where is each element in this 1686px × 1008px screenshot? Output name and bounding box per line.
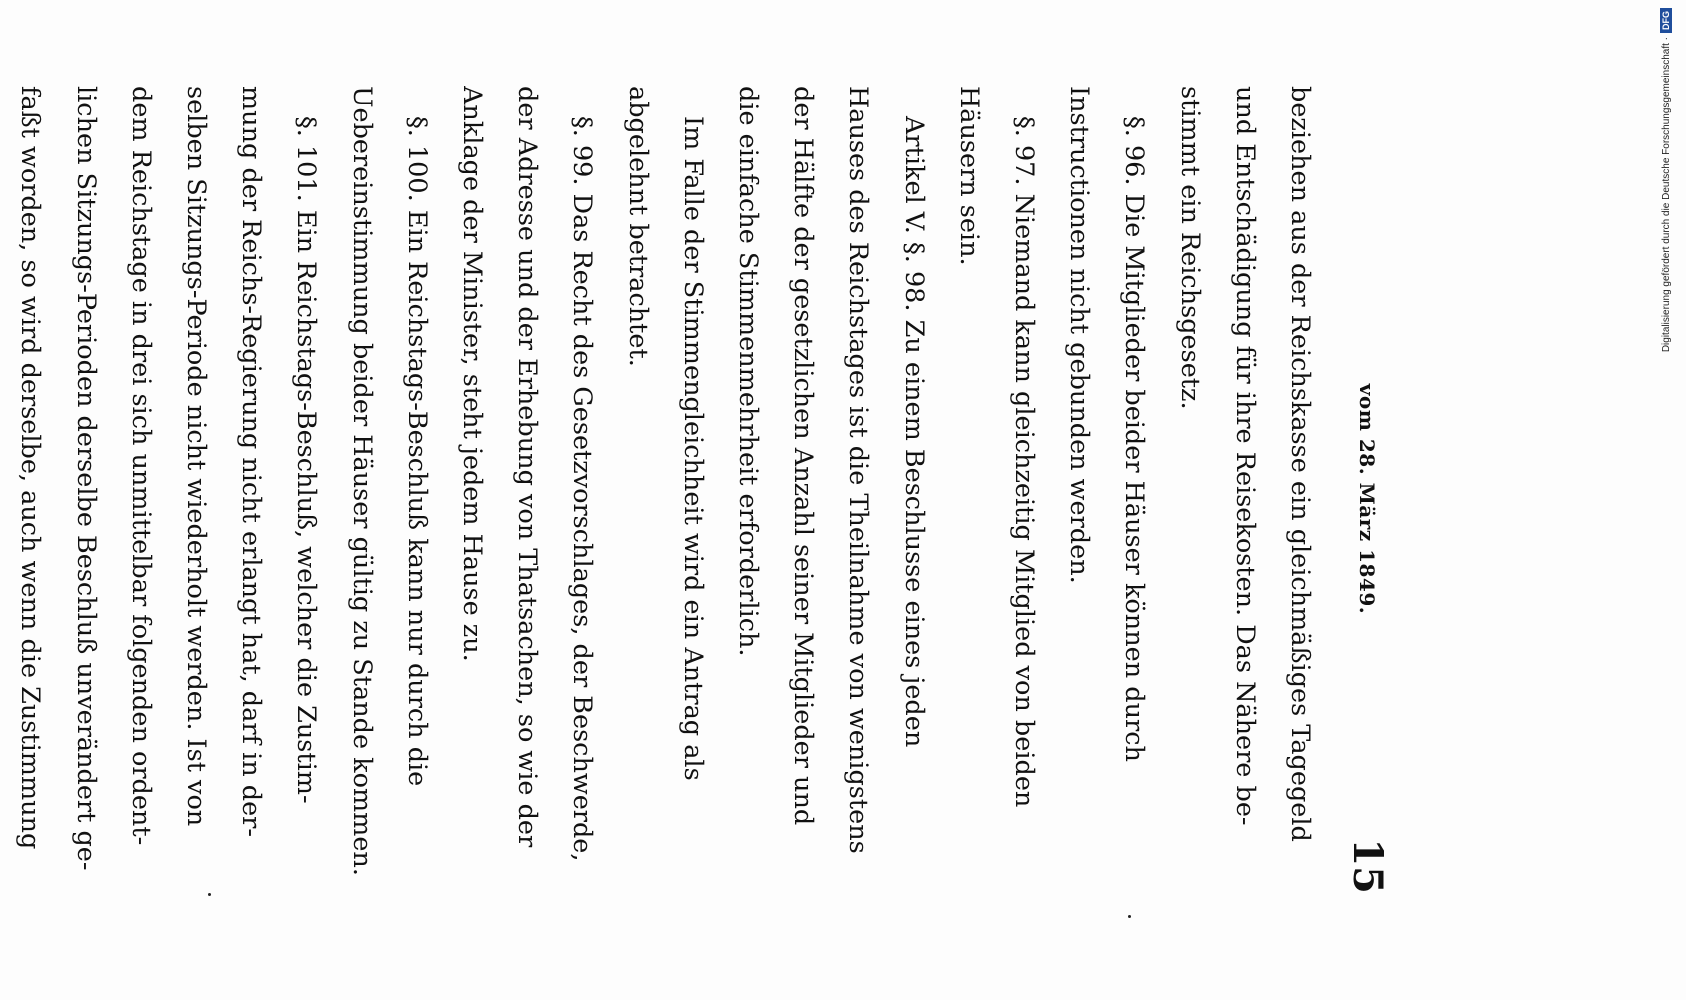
text-line: stimmt ein Reichsgesetz. (1174, 86, 1205, 410)
page-number: 15 (1344, 838, 1391, 894)
digitization-credit (1660, 8, 1676, 1008)
text-line (0, 86, 2, 912)
text-line: der Adresse und der Erhebung von Thatsachen, so wie der (512, 86, 543, 848)
credit-text: Digitalisierung gefördert durch die Deutsche Forschungsgemeinschaft · (1661, 37, 1672, 353)
dfg-logo: DFG (1660, 8, 1672, 33)
text-line: Uebereinstimmung beider Häuser gültig zu Stande kommen. (346, 86, 377, 876)
text-line: faßt worden, so wird derselbe, auch wenn die Zustimmung (15, 86, 46, 850)
section-99: §. 99. Das Recht des Gesetzvorschlages, der Beschwerde, (567, 116, 598, 862)
text-line: der Hälfte der gesetzlichen Anzahl seiner Mitglieder und (788, 86, 819, 826)
running-head-title: vom 28. März 1849. (1355, 383, 1379, 615)
text-line: dem Reichstage in drei sich unmittelbar folgenden ordent- (125, 86, 156, 846)
text-line: beziehen aus der Reichskasse ein gleichmäßiges Tagegeld (1285, 86, 1315, 842)
article-v-section-98: Artikel V. §. 98. Zu einem Beschlusse eines jeden (898, 116, 929, 748)
text-line: Hauses des Reichstages ist die Theilnahme von wenigstens (843, 86, 874, 854)
text-line: und Entschädigung für ihre Reisekosten. Das Nähere be- (1229, 86, 1260, 826)
section-100: §. 100. Ein Reichstags-Beschluß kann nur durch die (401, 116, 432, 787)
scan-speck (208, 893, 211, 896)
text-line: Häusern sein. (953, 86, 984, 266)
page-content (15, 86, 1391, 912)
section-96: §. 96. Die Mitglieder beider Häuser können durch (1119, 116, 1150, 762)
text-line: selben Sitzungs-Periode nicht wiederholt werden. Ist von (180, 86, 211, 827)
scan-speck (1128, 915, 1131, 918)
text-line: abgelehnt betrachtet. (622, 86, 653, 367)
text-line: mung der Reichs-Regierung nicht erlangt hat, darf in der- (236, 86, 267, 837)
text-line: die einfache Stimmenmehrheit erforderlich. (732, 86, 763, 657)
text-line: Instructionen nicht gebunden werden. (1064, 86, 1095, 584)
text-line: lichen Sitzungs-Perioden derselbe Beschluß unverändert ge- (70, 86, 101, 871)
section-97: §. 97. Niemand kann gleichzeitig Mitglied von beiden (1008, 116, 1039, 808)
body-text (0, 86, 1327, 912)
text-line: Im Falle der Stimmengleichheit wird ein Antrag als (677, 116, 708, 781)
text-line: Anklage der Minister, steht jedem Hause zu. (456, 86, 487, 662)
running-head (1345, 86, 1389, 912)
section-101: §. 101. Ein Reichstags-Beschluß, welcher die Zustim- (291, 116, 322, 804)
